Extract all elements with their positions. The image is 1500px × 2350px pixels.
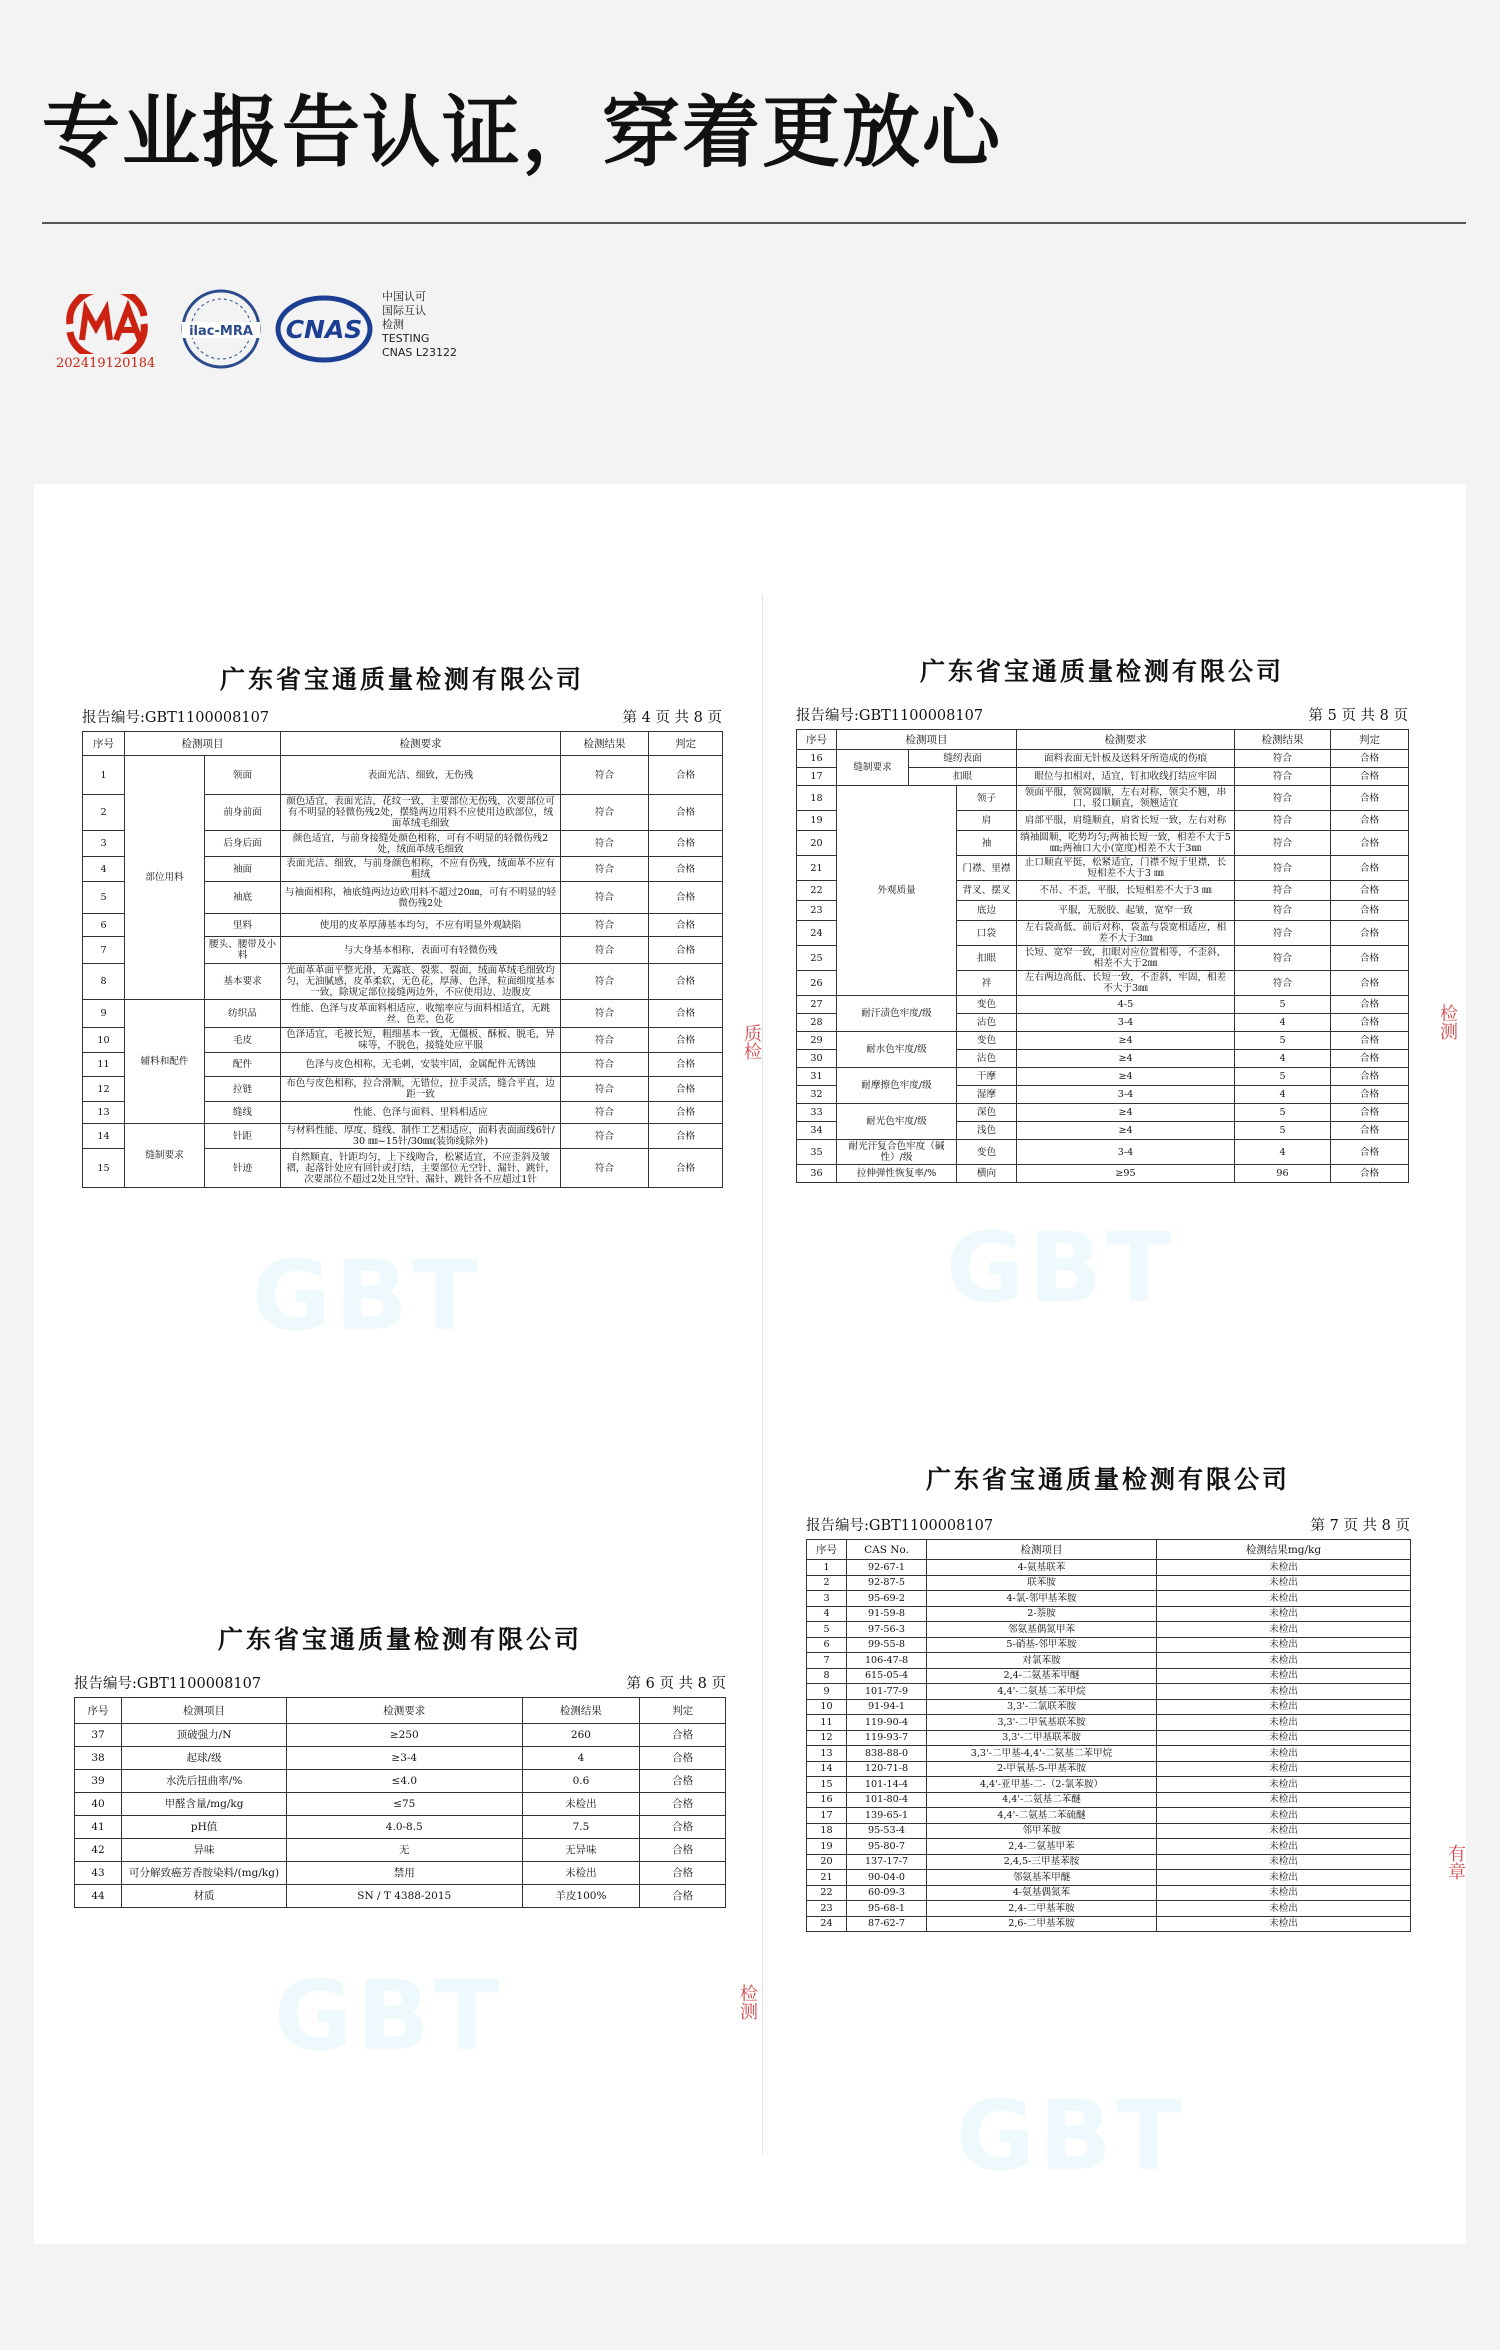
table-row: 2 92-87-5 联苯胺 未检出 bbox=[807, 1575, 1411, 1591]
group-label: 耐汗渍色牢度/级 bbox=[837, 996, 957, 1032]
report-title: 广东省宝通质量检测有限公司 bbox=[925, 1465, 1290, 1494]
gbt-watermark: GBT bbox=[956, 2080, 1186, 2192]
table-row: 14 缝制要求 针距 与材料性能、厚度、缝线、制作工艺相适应，面料表面面线6针/30 ㎜~15针/30㎜(装饰线除外) 符合 合格 bbox=[83, 1124, 723, 1149]
table-row: 31 耐摩擦色牢度/级 干摩 ≥4 5 合格 bbox=[797, 1068, 1409, 1086]
table-row: 3 95-69-2 4-氯-邻甲基苯胺 未检出 bbox=[807, 1591, 1411, 1607]
report-number: 报告编号:GBT1100008107 bbox=[74, 1676, 262, 1692]
table-row: 5 97-56-3 邻氨基偶氮甲苯 未检出 bbox=[807, 1622, 1411, 1638]
table-row: 22 背叉、摆叉 不吊、不歪，平服，长短相差不大于3 ㎜ 符合 合格 bbox=[797, 881, 1409, 901]
table-row: 20 137-17-7 2,4,5-三甲基苯胺 未检出 bbox=[807, 1854, 1411, 1870]
table-row: 41 pH值 4.0-8.5 7.5 合格 bbox=[75, 1816, 726, 1839]
table-row: 21 门襟、里襟 止口顺直平挺，松紧适宜，门襟不短于里襟，长短相差不大于3 ㎜ 符合 合格 bbox=[797, 856, 1409, 881]
page-label: 第 4 页 共 8 页 bbox=[622, 710, 722, 726]
table-row: 20 袖 绱袖圆顺，吃势均匀;两袖长短一致，相差不大于5㎜;两袖口大小(宽度)相差不大于3㎜ 符合 合格 bbox=[797, 831, 1409, 856]
report-page-5 bbox=[796, 652, 1408, 1324]
headline-divider bbox=[42, 222, 1466, 224]
table-row: 21 90-04-0 邻氨基苯甲醚 未检出 bbox=[807, 1870, 1411, 1886]
group-label: 外观质量 bbox=[837, 786, 957, 996]
table-row: 26 袢 左右两边高低、长短一致，不歪斜，牢固，相差不大于3㎜ 符合 合格 bbox=[797, 971, 1409, 996]
table-row: 42 异味 无 无异味 合格 bbox=[75, 1839, 726, 1862]
svg-text:ilac-MRA: ilac-MRA bbox=[189, 324, 253, 339]
ilac-mra-logo-icon bbox=[176, 284, 266, 374]
table-row: 24 87-62-7 2,6-二甲基苯胺 未检出 bbox=[807, 1916, 1411, 1932]
report-table: 序号 检测项目 检测要求 检测结果 判定 1 部位用料 领面 表面光洁、细致，无伤残 符合 合格 2 前身前面 颜色适宜，表面光洁，花纹一致，主要部位无伤残，次要部位可有不明显的轻微伤残2处，摆缝两边用料不应使用边欧部位，绒面革绒毛细致 符合 合格 3 后身后面 颜色适宜，与前身接缝处颜色相称，可有不明显的轻微伤残2处，绒面革绒毛细致 符合 合格 4 袖面 表面光洁、细致，与前身颜色相称，不应有伤残，绒面革不应有粗绒 符合 合格 5 袖底 与袖面相称，袖底缝两边边欧用料不超过20㎜，可有不明显的轻微伤残2处 符合 合格 6 里料 使用的皮革厚薄基本均匀，不应有明显外观缺陷 符合 合格 7 腰头、腰带及小料 与大身基本相称，表面可有轻微伤残 符合 合格 8 基本要求 光面革革面平整光滑，无露底、裂浆、裂面，绒面革绒毛细致均匀，无油腻感，皮革柔软，无色花，厚薄、色泽，粒面细度基本一致，除规定部位接缝两边外，不应使用边、边腹皮 符合 合格 9 辅料和配件 纺织品 性能、色泽与皮革面料相适应，收缩率应与面料相适宜，无跳丝、色差、色花 符合 合格 10 毛皮 色泽适宜，毛被长短，粗细基本一致，无僵板、酥板、脱毛，异味等，不脱色，接缝处应平服 符合 合格 11 配件 色泽与皮色相称，无毛刺，安装牢固，金属配件无锈蚀 符合 合格 12 拉链 布色与皮色相称，拉合滑顺，无错位，拉手灵活，缝合平直，边距一致 符合 合格 13 缝线 性能、色泽与面料、里料相适应 符合 合格 14 缝制要求 针距 与材料性能、厚度、缝线、制作工艺相适应，面料表面面线6针/30 ㎜~15针/30㎜(装饰线除外) 符合 合格 15 针迹 自然顺直，针距均匀，上下线吻合，松紧适宜，不应歪斜及皱褶，起落针处应有回针或打结，主要部位无空针、漏针、跳针，次要部位不超过2处且空针、漏针、跳针各不应超过1针 符合 合格 bbox=[82, 731, 723, 1188]
table-row: 9 101-77-9 4,4'-二氨基二苯甲烷 未检出 bbox=[807, 1684, 1411, 1700]
table-row: 12 拉链 布色与皮色相称，拉合滑顺，无错位，拉手灵活，缝合平直，边距一致 符合 合格 bbox=[83, 1077, 723, 1102]
cma-logo-icon bbox=[52, 294, 162, 354]
cnas-caption: 中国认可 国际互认 检测 TESTING CNAS L23122 bbox=[382, 290, 458, 359]
table-row: 8 615-05-4 2,4-二氨基苯甲醚 未检出 bbox=[807, 1668, 1411, 1684]
table-row: 10 毛皮 色泽适宜，毛被长短，粗细基本一致，无僵板、酥板、脱毛，异味等，不脱色，接缝处应平服 符合 合格 bbox=[83, 1028, 723, 1053]
svg-text:CNAS: CNAS bbox=[285, 315, 363, 344]
gbt-watermark: GBT bbox=[946, 1212, 1176, 1324]
table-row: 14 120-71-8 2-甲氧基-5-甲基苯胺 未检出 bbox=[807, 1761, 1411, 1777]
report-title: 广东省宝通质量检测有限公司 bbox=[919, 657, 1284, 686]
report-number: 报告编号:GBT1100008107 bbox=[82, 710, 270, 726]
report-page-7 bbox=[806, 1460, 1410, 2192]
group-label: 耐光色牢度/级 bbox=[837, 1104, 957, 1140]
group-label: 缝制要求 bbox=[837, 750, 909, 786]
cma-number: 202419120184 bbox=[56, 356, 156, 371]
table-row: 17 扣眼 眼位与扣相对，适宜，钉扣收线打结应牢固 符合 合格 bbox=[797, 768, 1409, 786]
table-row: 9 辅料和配件 纺织品 性能、色泽与皮革面料相适应，收缩率应与面料相适宜，无跳丝、色差、色花 符合 合格 bbox=[83, 1000, 723, 1028]
table-row: 40 甲醛含量/mg/kg ≤75 未检出 合格 bbox=[75, 1793, 726, 1816]
table-row: 22 60-09-3 4-氨基偶氮苯 未检出 bbox=[807, 1885, 1411, 1901]
table-row: 15 针迹 自然顺直，针距均匀，上下线吻合，松紧适宜，不应歪斜及皱褶，起落针处应有回针或打结，主要部位无空针、漏针、跳针，次要部位不超过2处且空针、漏针、跳针各不应超过1针 符合 合格 bbox=[83, 1149, 723, 1188]
gbt-watermark: GBT bbox=[252, 1240, 482, 1352]
report-table: 序号 检测项目 检测要求 检测结果 判定 16 缝制要求 缝纫表面 面料表面无针板及送料牙所造成的伤痕 符合 合格 17 扣眼 眼位与扣相对，适宜，钉扣收线打结应牢固 符合 合格 18 外观质量 领子 领面平服，领窝圆顺，左右对称，领尖不翘，串口、驳口顺直，领翘适宜 符合 合格 19 肩 肩部平服，肩缝顺直，肩省长短一致，左右对称 符合 合格 20 袖 绱袖圆顺，吃势均匀;两袖长短一致，相差不大于5㎜;两袖口大小(宽度)相差不大于3㎜ 符合 合格 21 门襟、里襟 止口顺直平挺，松紧适宜，门襟不短于里襟，长短相差不大于3 ㎜ 符合 合格 22 背叉、摆叉 不吊、不歪，平服，长短相差不大于3 ㎜ 符合 合格 23 底边 平服，无脱胶、起皱，宽窄一致 符合 合格 24 口袋 左右袋高低、前后对称，袋盖与袋宽相适应，相差不大于3㎜ 符合 合格 25 扣眼 长短、宽窄一致，扣眼对应位置相等，不歪斜，相差不大于2㎜ 符合 合格 26 袢 左右两边高低、长短一致，不歪斜，牢固，相差不大于3㎜ 符合 合格 27 耐汗渍色牢度/级 变色 4-5 5 合格 28 沾色 3-4 4 合格 29 耐水色牢度/级 变色 ≥4 5 合格 30 沾色 ≥4 4 合格 31 耐摩擦色牢度/级 干摩 ≥4 5 合格 32 湿摩 3-4 4 合格 33 耐光色牢度/级 深色 ≥4 5 合格 34 浅色 ≥4 5 合格 35 耐光汗复合色牢度（碱性）/级 变色 3-4 4 合格 36 拉伸弹性恢复率/% 横向 ≥95 96 合格 bbox=[796, 729, 1409, 1183]
table-row: 7 106-47-8 对氯苯胺 未检出 bbox=[807, 1653, 1411, 1669]
report-title: 广东省宝通质量检测有限公司 bbox=[219, 665, 584, 694]
group-label: 辅料和配件 bbox=[125, 1000, 205, 1124]
table-row: 36 拉伸弹性恢复率/% 横向 ≥95 96 合格 bbox=[797, 1165, 1409, 1183]
table-row: 18 外观质量 领子 领面平服，领窝圆顺，左右对称，领尖不翘，串口、驳口顺直，领翘适宜 符合 合格 bbox=[797, 786, 1409, 811]
table-row: 13 838-88-0 3,3'-二甲基-4,4'-二氨基二苯甲烷 未检出 bbox=[807, 1746, 1411, 1762]
table-row: 37 顶破强力/N ≥250 260 合格 bbox=[75, 1724, 726, 1747]
group-label: 耐水色牢度/级 bbox=[837, 1032, 957, 1068]
table-row: 27 耐汗渍色牢度/级 变色 4-5 5 合格 bbox=[797, 996, 1409, 1014]
group-label: 部位用料 bbox=[125, 756, 205, 1000]
table-row: 39 水洗后扭曲率/% ≤4.0 0.6 合格 bbox=[75, 1770, 726, 1793]
table-row: 18 95-53-4 邻甲苯胺 未检出 bbox=[807, 1823, 1411, 1839]
table-row: 34 浅色 ≥4 5 合格 bbox=[797, 1122, 1409, 1140]
report-sheet bbox=[34, 484, 1466, 2244]
table-row: 32 湿摩 3-4 4 合格 bbox=[797, 1086, 1409, 1104]
table-row: 13 缝线 性能、色泽与面料、里料相适应 符合 合格 bbox=[83, 1102, 723, 1124]
page-label: 第 5 页 共 8 页 bbox=[1308, 708, 1408, 724]
table-row: 3 后身后面 颜色适宜，与前身接缝处颜色相称，可有不明显的轻微伤残2处，绒面革绒毛细致 符合 合格 bbox=[83, 831, 723, 857]
table-row: 35 耐光汗复合色牢度（碱性）/级 变色 3-4 4 合格 bbox=[797, 1140, 1409, 1165]
table-row: 11 配件 色泽与皮色相称，无毛刺，安装牢固，金属配件无锈蚀 符合 合格 bbox=[83, 1053, 723, 1077]
report-table: 序号 检测项目 检测要求 检测结果 判定 37 顶破强力/N ≥250 260 合格 38 起球/级 ≥3-4 4 合格 39 水洗后扭曲率/% ≤4.0 0.6 合格 40 甲醛含量/mg/kg ≤75 未检出 合格 41 pH值 4.0-8.5 7.5 合格 42 异味 无 无异味 合格 43 可分解致癌芳香胺染料/(mg/kg) 禁用 未检出 合格 44 材质 SN / T 4388-2015 羊皮100% 合格 bbox=[74, 1697, 726, 1908]
table-row: 16 缝制要求 缝纫表面 面料表面无针板及送料牙所造成的伤痕 符合 合格 bbox=[797, 750, 1409, 768]
table-row: 4 袖面 表面光洁、细致，与前身颜色相称，不应有伤残，绒面革不应有粗绒 符合 合格 bbox=[83, 857, 723, 882]
table-row: 6 里料 使用的皮革厚薄基本均匀，不应有明显外观缺陷 符合 合格 bbox=[83, 914, 723, 937]
table-row: 4 91-59-8 2-萘胺 未检出 bbox=[807, 1606, 1411, 1622]
table-row: 24 口袋 左右袋高低、前后对称，袋盖与袋宽相适应，相差不大于3㎜ 符合 合格 bbox=[797, 921, 1409, 946]
table-row: 15 101-14-4 4,4'-亚甲基-二-（2-氯苯胺） 未检出 bbox=[807, 1777, 1411, 1793]
table-row: 16 101-80-4 4,4'-二氨基二苯醚 未检出 bbox=[807, 1792, 1411, 1808]
table-row: 28 沾色 3-4 4 合格 bbox=[797, 1014, 1409, 1032]
table-row: 6 99-55-8 5-硝基-邻甲苯胺 未检出 bbox=[807, 1637, 1411, 1653]
table-row: 12 119-93-7 3,3'-二甲基联苯胺 未检出 bbox=[807, 1730, 1411, 1746]
group-label: 缝制要求 bbox=[125, 1124, 205, 1188]
group-label: 耐摩擦色牢度/级 bbox=[837, 1068, 957, 1104]
red-stamp-fragment: 质检 bbox=[741, 1024, 762, 1060]
red-stamp-fragment: 有章 bbox=[1445, 1844, 1466, 1880]
page-label: 第 7 页 共 8 页 bbox=[1310, 1518, 1410, 1534]
table-row: 11 119-90-4 3,3'-二甲氧基联苯胺 未检出 bbox=[807, 1715, 1411, 1731]
cnas-logo-icon bbox=[274, 294, 374, 364]
group-label: 耐光汗复合色牢度（碱性）/级 bbox=[837, 1140, 957, 1165]
table-row: 1 部位用料 领面 表面光洁、细致，无伤残 符合 合格 bbox=[83, 756, 723, 795]
page-headline: 专业报告认证，穿着更放心 bbox=[42, 88, 1003, 178]
table-row: 19 肩 肩部平服，肩缝顺直，肩省长短一致，左右对称 符合 合格 bbox=[797, 811, 1409, 831]
report-page-6 bbox=[74, 1620, 726, 2072]
gbt-watermark: GBT bbox=[274, 1960, 504, 2072]
table-row: 23 底边 平服，无脱胶、起皱，宽窄一致 符合 合格 bbox=[797, 901, 1409, 921]
table-row: 17 139-65-1 4,4'-二氨基二苯硫醚 未检出 bbox=[807, 1808, 1411, 1824]
report-page-4 bbox=[82, 660, 722, 1352]
table-row: 23 95-68-1 2,4-二甲基苯胺 未检出 bbox=[807, 1901, 1411, 1917]
page-label: 第 6 页 共 8 页 bbox=[626, 1676, 726, 1692]
report-number: 报告编号:GBT1100008107 bbox=[806, 1518, 994, 1534]
table-row: 19 95-80-7 2,4-二氨基甲苯 未检出 bbox=[807, 1839, 1411, 1855]
table-row: 10 91-94-1 3,3'-二氯联苯胺 未检出 bbox=[807, 1699, 1411, 1715]
group-label: 拉伸弹性恢复率/% bbox=[837, 1165, 957, 1183]
table-row: 8 基本要求 光面革革面平整光滑，无露底、裂浆、裂面，绒面革绒毛细致均匀，无油腻感，皮革柔软，无色花，厚薄、色泽，粒面细度基本一致，除规定部位接缝两边外，不应使用边、边腹皮 符合 合格 bbox=[83, 964, 723, 1000]
red-stamp-fragment: 检测 bbox=[1437, 1004, 1458, 1040]
table-row: 7 腰头、腰带及小料 与大身基本相称，表面可有轻微伤残 符合 合格 bbox=[83, 937, 723, 964]
certification-logos bbox=[52, 284, 512, 384]
table-row: 29 耐水色牢度/级 变色 ≥4 5 合格 bbox=[797, 1032, 1409, 1050]
table-row: 5 袖底 与袖面相称，袖底缝两边边欧用料不超过20㎜，可有不明显的轻微伤残2处 符合 合格 bbox=[83, 882, 723, 914]
table-row: 43 可分解致癌芳香胺染料/(mg/kg) 禁用 未检出 合格 bbox=[75, 1862, 726, 1885]
report-title: 广东省宝通质量检测有限公司 bbox=[217, 1625, 582, 1654]
table-row: 44 材质 SN / T 4388-2015 羊皮100% 合格 bbox=[75, 1885, 726, 1908]
table-row: 2 前身前面 颜色适宜，表面光洁，花纹一致，主要部位无伤残，次要部位可有不明显的轻微伤残2处，摆缝两边用料不应使用边欧部位，绒面革绒毛细致 符合 合格 bbox=[83, 795, 723, 831]
table-row: 30 沾色 ≥4 4 合格 bbox=[797, 1050, 1409, 1068]
red-stamp-fragment: 检测 bbox=[737, 1984, 758, 2020]
table-row: 38 起球/级 ≥3-4 4 合格 bbox=[75, 1747, 726, 1770]
report-number: 报告编号:GBT1100008107 bbox=[796, 708, 984, 724]
table-row: 25 扣眼 长短、宽窄一致，扣眼对应位置相等，不歪斜，相差不大于2㎜ 符合 合格 bbox=[797, 946, 1409, 971]
table-row: 1 92-67-1 4-氨基联苯 未检出 bbox=[807, 1560, 1411, 1576]
table-row: 33 耐光色牢度/级 深色 ≥4 5 合格 bbox=[797, 1104, 1409, 1122]
report-table: 序号 CAS No. 检测项目 检测结果mg/kg 1 92-67-1 4-氨基联苯 未检出 2 92-87-5 联苯胺 未检出 3 95-69-2 4-氯-邻甲基苯胺 未检出 4 91-59-8 2-萘胺 未检出 5 97-56-3 邻氨基偶氮甲苯 未检出 6 99-55-8 5-硝基-邻甲苯胺 未检出 7 106-47-8 对氯苯胺 未检出 8 615-05-4 2,4-二氨基苯甲醚 未检出 9 101-77-9 4,4'-二氨基二苯甲烷 未检出 10 91-94-1 3,3'-二氯联苯胺 未检出 11 119-90-4 3,3'-二甲氧基联苯胺 未检出 12 119-93-7 3,3'-二甲基联苯胺 未检出 13 838-88-0 3,3'-二甲基-4,4'-二氨基二苯甲烷 未检出 14 120-71-8 2-甲氧基-5-甲基苯胺 未检出 15 101-14-4 4,4'-亚甲基-二-（2-氯苯胺） 未检出 16 101-80-4 4,4'-二氨基二苯醚 未检出 17 139-65-1 4,4'-二氨基二苯硫醚 未检出 18 95-53-4 邻甲苯胺 未检出 19 95-80-7 2,4-二氨基甲苯 未检出 20 137-17-7 2,4,5-三甲基苯胺 未检出 21 90-04-0 邻氨基苯甲醚 未检出 22 60-09-3 4-氨基偶氮苯 未检出 23 95-68-1 2,4-二甲基苯胺 未检出 24 87-62-7 2,6-二甲基苯胺 未检出 bbox=[806, 1539, 1411, 1932]
